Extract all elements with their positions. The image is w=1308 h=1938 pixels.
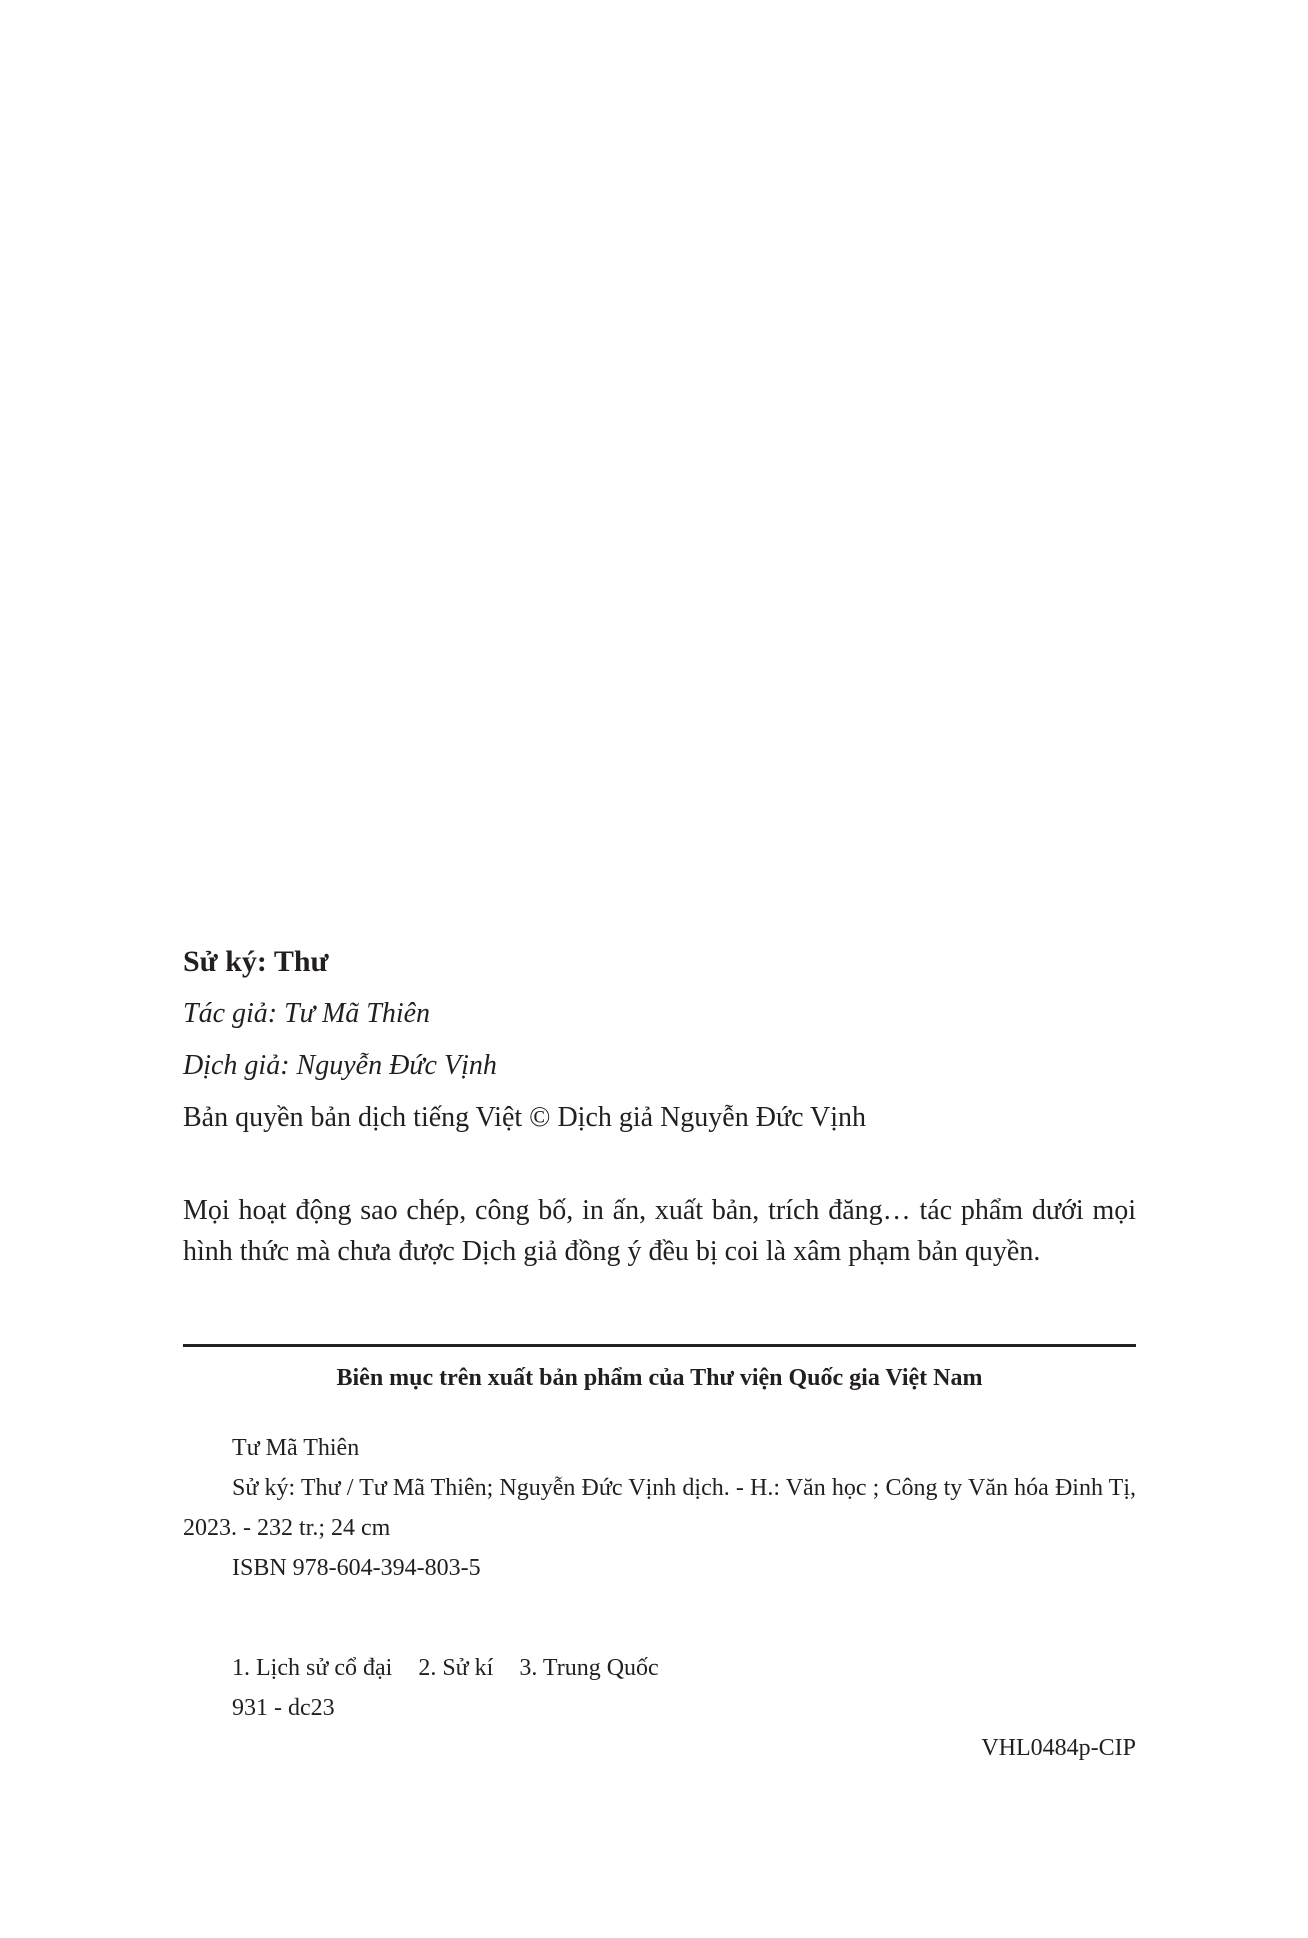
cip-record-code: VHL0484p-CIP [981, 1735, 1136, 1761]
cip-heading: Biên mục trên xuất bản phẩm của Thư viện Quốc gia Việt Nam [336, 1365, 983, 1391]
book-title: Sử ký: Thư [183, 945, 329, 978]
cip-classification: 931 - dc23 [232, 1695, 335, 1721]
cip-author: Tư Mã Thiên [232, 1435, 360, 1461]
cip-subjects [232, 1648, 659, 1728]
book-page [183, 0, 1136, 1938]
cip-subject-list [232, 1648, 659, 1688]
cip-subject: 2. Sử kí [418, 1655, 494, 1681]
cip-divider [183, 1344, 1136, 1347]
cip-subject: 1. Lịch sử cổ đại [232, 1655, 393, 1681]
cip-record [183, 1428, 1136, 1588]
author-credit: Tác giả: Tư Mã Thiên [183, 998, 431, 1029]
copyright-notice: Mọi hoạt động sao chép, công bố, in ấn, xuất bản, trích đăng… tác phẩm dưới mọi hình thức mà chưa được Dịch giả đồng ý đều bị coi là xâm phạm bản quyền. [183, 1195, 1136, 1267]
colophon [183, 938, 1136, 1142]
cip-description: Sử ký: Thư / Tư Mã Thiên; Nguyễn Đức Vịnh dịch. - H.: Văn học ; Công ty Văn hóa Đinh Tị, 2023. - 232 tr.; 24 cm [183, 1475, 1136, 1541]
translator-credit: Dịch giả: Nguyễn Đức Vịnh [183, 1050, 497, 1081]
copyright-statement: Bản quyền bản dịch tiếng Việt © Dịch giả Nguyễn Đức Vịnh [183, 1102, 867, 1133]
cip-isbn: ISBN 978-604-394-803-5 [232, 1555, 481, 1581]
cip-subject: 3. Trung Quốc [519, 1655, 659, 1681]
